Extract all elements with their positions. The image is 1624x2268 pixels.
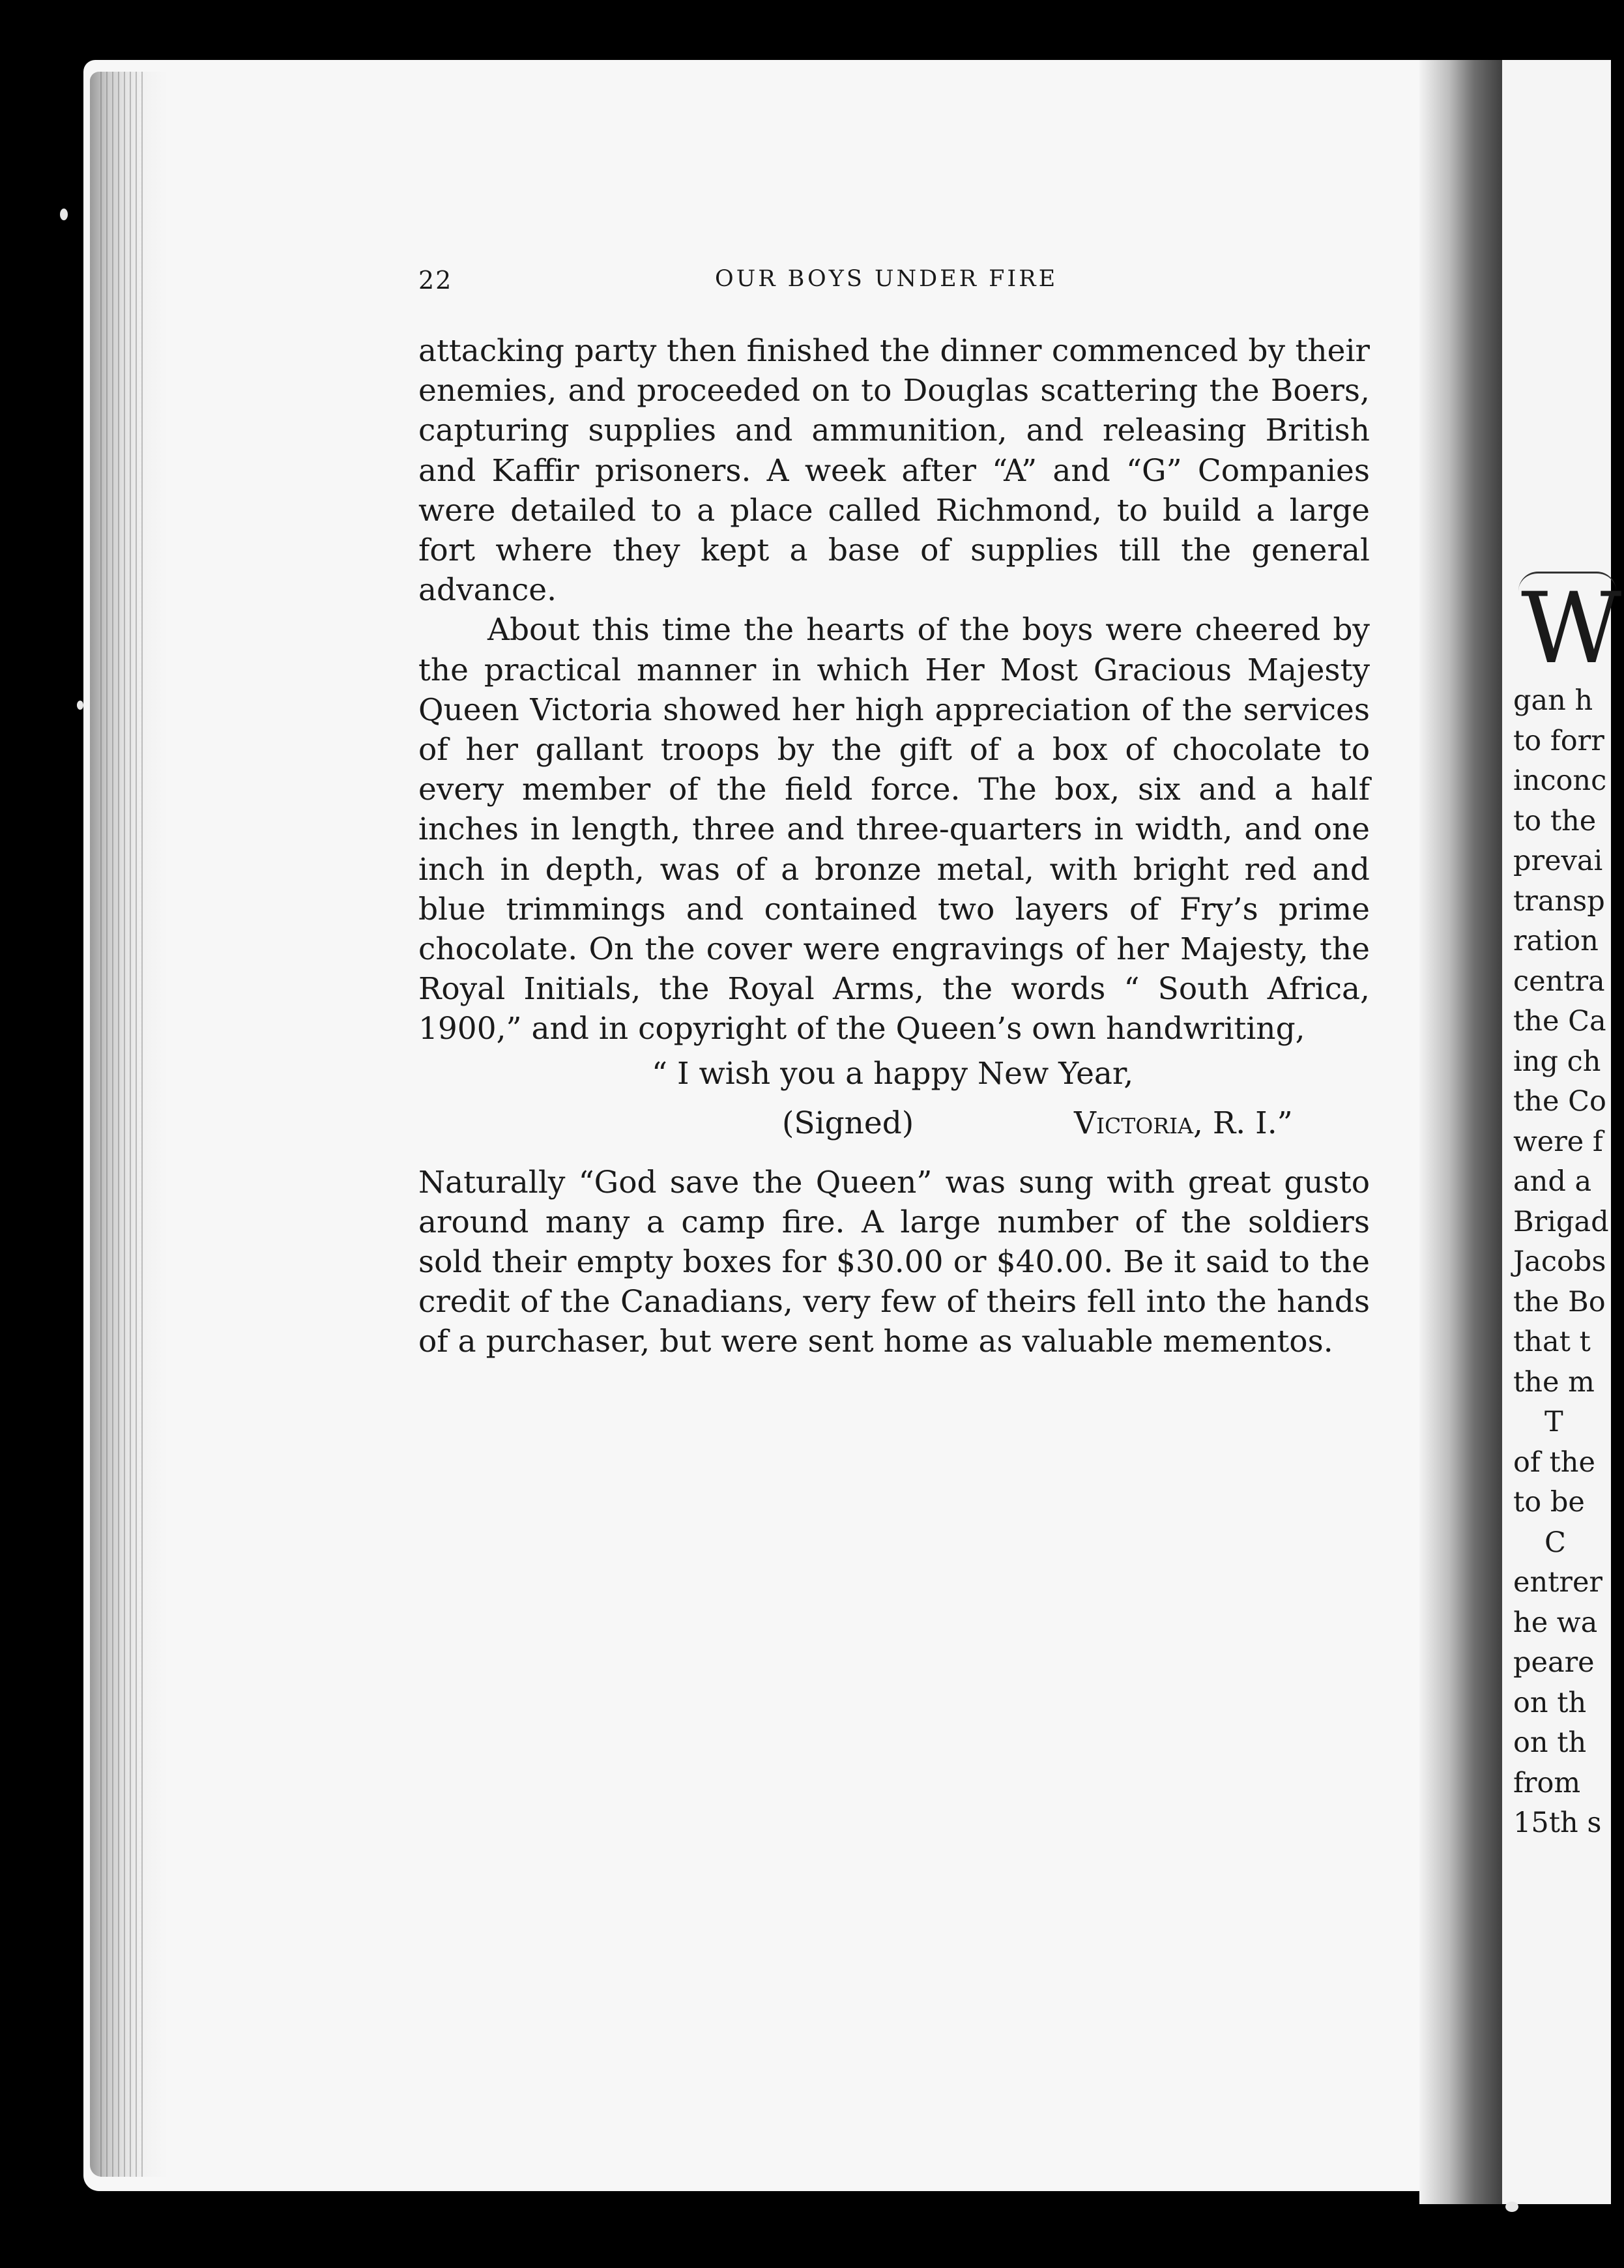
right-page-line: ing ch <box>1513 1045 1601 1078</box>
right-page-line: to the <box>1513 804 1597 837</box>
right-page-line: to be <box>1513 1486 1585 1519</box>
right-page-line: he wa <box>1513 1606 1598 1639</box>
signer-name: Victoria, R. I.” <box>1074 1105 1293 1141</box>
closing-paragraph: Naturally “God save the Queen” was sung with great gusto around many a camp fire. A large number of the soldiers sold their empty boxes for $30.00 or $40.00. Be it said to the credit of the Canadians, very few of theirs fell into the hands of a purchaser, but were sent home as valuable mementos. <box>418 1164 1370 1360</box>
right-page-text <box>1513 572 1624 1844</box>
right-page-line: Brigad <box>1513 1205 1609 1238</box>
right-page-line: the Ca <box>1513 1005 1606 1038</box>
right-page-line: of the <box>1513 1446 1595 1479</box>
right-page-line: prevai <box>1513 845 1603 877</box>
running-head <box>418 266 1370 305</box>
right-page-line: on th <box>1513 1686 1587 1719</box>
paragraph-1: attacking party then finished the dinner commenced by their enemies, and proceeded on to Douglas scattering the Boers, capturing supplies and ammunition, and releasing British and Kaffir prisoners. A week after “A” and “G” Companies were detailed to a place called Richmond, to build a large fort where they kept a base of supplies till the general advance. <box>418 333 1370 609</box>
scan-speck <box>60 209 68 220</box>
right-page-line: peare <box>1513 1646 1595 1679</box>
scan-speck <box>77 701 83 710</box>
right-page-line: transp <box>1513 884 1605 918</box>
right-page-line: the Bo <box>1513 1285 1606 1318</box>
right-page-lines <box>1513 681 1624 1844</box>
right-page-line: Jacobs <box>1513 1245 1606 1278</box>
right-page-line: to forr <box>1513 724 1604 757</box>
right-page-line: on th <box>1513 1726 1587 1759</box>
right-page-line: that t <box>1513 1326 1591 1358</box>
right-page-line: the m <box>1513 1365 1595 1399</box>
right-page-line: from <box>1513 1766 1581 1799</box>
scan-speck <box>1505 2202 1518 2212</box>
signed-label: (Signed) <box>782 1105 914 1141</box>
page-block-edge <box>90 72 168 2177</box>
drop-cap-row <box>1513 572 1624 686</box>
running-title: OUR BOYS UNDER FIRE <box>715 266 1058 292</box>
right-page-line: and a <box>1513 1165 1592 1198</box>
right-page-line: were f <box>1513 1125 1603 1158</box>
page-number: 22 <box>418 266 453 295</box>
drop-cap: W <box>1521 572 1622 686</box>
paragraph-2: About this time the hearts of the boys were cheered by the practical manner in which Her Most Gracious Majesty Queen Victoria showed her high appreciation of the services of her gallant troops by the gift of a box of chocolate to every member of the field force. The box, six and a half inches in length, three and three-quarters in width, and one inch in depth, was of a bronze metal, with bright red and blue trimmings and contained two layers of Fry’s prime chocolate. On the cover were engravings of her Majesty, the Royal Initials, the Royal Arms, the words “ South Africa, 1900,” and in copyright of the Queen’s own handwriting, <box>418 612 1370 1047</box>
right-page-line: centra <box>1513 965 1605 998</box>
quote-line: “ I wish you a happy New Year, <box>652 1055 1134 1092</box>
signature-line <box>418 1099 1370 1148</box>
body-text <box>418 331 1370 1362</box>
right-page-line: gan h <box>1513 684 1593 717</box>
right-page-line: T <box>1544 1406 1563 1438</box>
book-gutter <box>1419 60 1504 2204</box>
right-page-line: inconc <box>1513 764 1607 797</box>
right-page-line: C <box>1544 1526 1566 1559</box>
right-page-line: the Co <box>1513 1085 1606 1118</box>
right-page-line: ration <box>1513 925 1599 957</box>
right-page-line: 15th s <box>1513 1807 1602 1839</box>
right-page-line: entrer <box>1513 1566 1602 1599</box>
